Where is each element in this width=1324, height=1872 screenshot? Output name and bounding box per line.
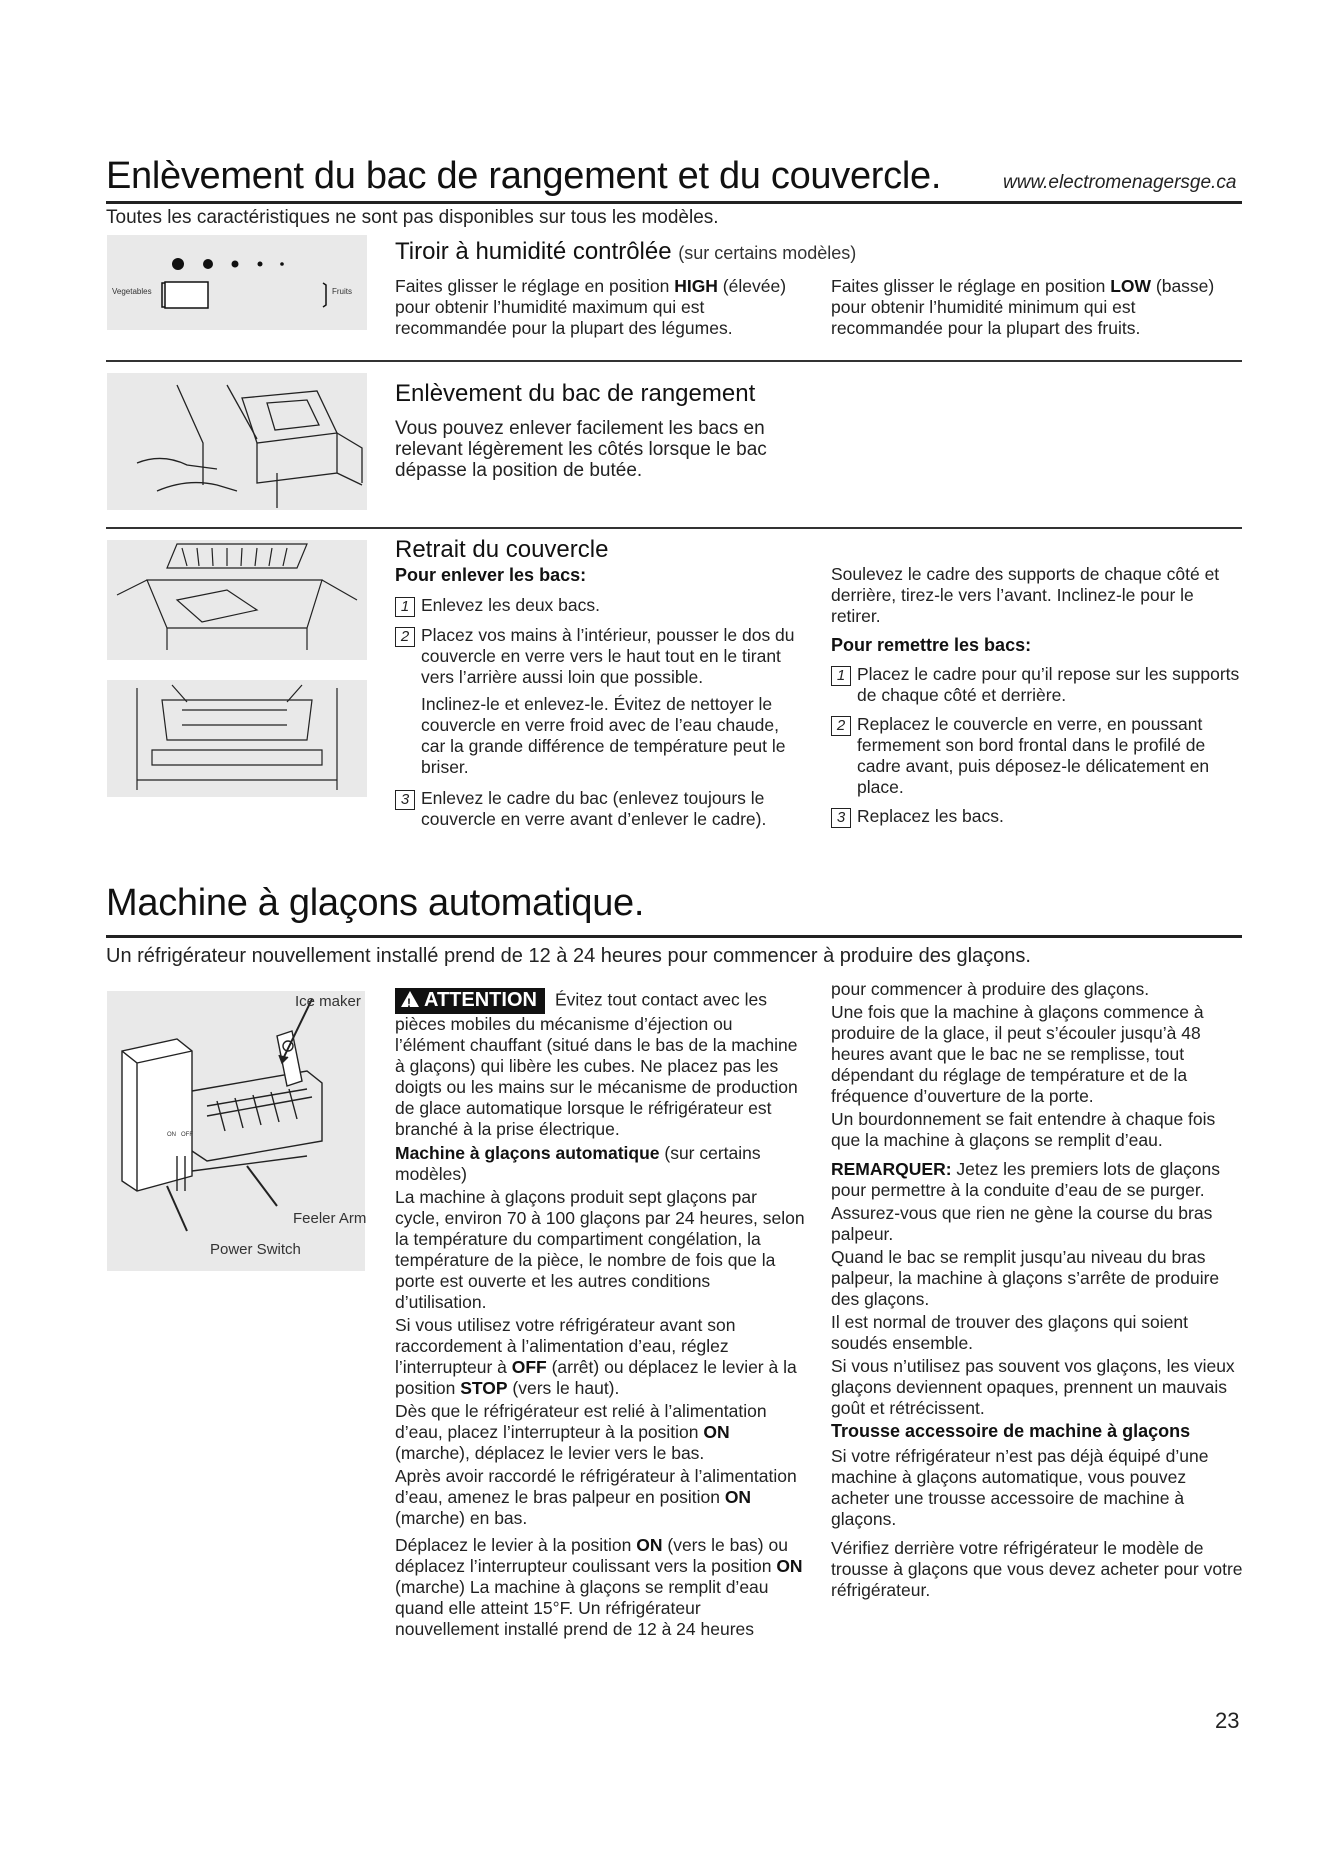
replace-step-1 bbox=[831, 664, 1241, 706]
humidity-low-text bbox=[831, 276, 1241, 339]
text-span: Si vous utilisez votre réfrigérateur avant son raccordement à l’alimentation d’eau, réglez l’interrupteur à bbox=[395, 1315, 736, 1377]
icemaker-subtitle: Un réfrigérateur nouvellement installé prend de 12 à 24 heures pour commencer à produire des glaçons. bbox=[106, 945, 1031, 967]
on-setting: ON bbox=[724, 1487, 752, 1507]
cover-removal-title: Retrait du couvercle bbox=[395, 536, 609, 563]
stop-setting: STOP bbox=[460, 1378, 508, 1398]
kit-text: Si votre réfrigérateur n’est pas déjà équipé d’une machine à glaçons automatique, vous pouvez acheter une trousse accessoire de machine à glaçons. bbox=[831, 1446, 1209, 1529]
section-divider bbox=[106, 360, 1242, 362]
title-rule bbox=[106, 201, 1242, 204]
before-water-text bbox=[395, 1315, 805, 1399]
section-divider bbox=[106, 527, 1242, 529]
attention-text: Évitez tout contact avec les pièces mobiles du mécanisme d’éjection ou l’élément chauffant (situé dans le bas de la machine à glaçons) qui libère les cubes. Ne placez pas les doigts ou les mains sur le mécanisme de production de glace automatique lorsque le réfrigérateur est branché à la prise électrique. bbox=[395, 989, 798, 1139]
text-span: (marche) La machine à glaçons se remplit d’eau quand elle atteint 15°F. Un réfrigérateur nouvellement installé prend de 12 à 24 heures bbox=[395, 1577, 769, 1639]
step-number: 1 bbox=[395, 597, 415, 617]
remove-bins-heading: Pour enlever les bacs: bbox=[395, 565, 587, 585]
bin-removal-title: Enlèvement du bac de rangement bbox=[395, 380, 756, 407]
humidity-slider-illustration bbox=[107, 235, 367, 330]
remove-step-1 bbox=[395, 595, 805, 617]
step-text: Replacez les bacs. bbox=[857, 806, 1004, 826]
bin-removal-text: Vous pouvez enlever facilement les bacs en relevant légèrement les côtés lorsque le bac dépasse la position de butée. bbox=[395, 418, 767, 481]
off-label: OFF bbox=[181, 1132, 193, 1138]
cover-tilt-figure bbox=[107, 540, 367, 660]
fill-time-text: Une fois que la machine à glaçons commence à produire de la glace, il peut s’écouler jusqu’à 48 heures avant que le bac ne se remplisse, tout dépendant du réglage de température et de la fréquence d’ouverture de la porte. bbox=[831, 1002, 1204, 1106]
remark-label: REMARQUER: bbox=[831, 1159, 952, 1179]
text-span: Déplacez le levier à la position bbox=[395, 1535, 637, 1555]
replace-step-2 bbox=[831, 714, 1241, 798]
feeler-arm-text bbox=[395, 1466, 805, 1529]
text-span: Faites glisser le réglage en position bbox=[831, 276, 1111, 296]
text-span: (marche), déplacez le levier vers le bas. bbox=[395, 1443, 705, 1463]
page-number: 23 bbox=[1215, 1708, 1240, 1733]
website-url: www.electromenagersge.ca bbox=[1003, 172, 1237, 193]
old-cubes-text: Si vous n’utilisez pas souvent vos glaçons, les vieux glaçons deviennent opaques, prennent un mauvais goût et rétrécissent. bbox=[831, 1356, 1235, 1418]
bin-removal-illustration bbox=[107, 373, 367, 510]
on-setting: ON bbox=[703, 1422, 730, 1442]
vegetables-label: Vegetables bbox=[112, 287, 152, 296]
lever-text bbox=[395, 1535, 805, 1640]
remove-step-2 bbox=[395, 625, 805, 780]
text-span: (élevée) pour obtenir l’humidité maximum qui est recommandée pour la plupart des légumes. bbox=[395, 276, 787, 338]
kit-heading: Trousse accessoire de machine à glaçons bbox=[831, 1421, 1191, 1441]
bin-full-text: Quand le bac se remplit jusqu’au niveau du bras palpeur, la machine à glaçons s’arrête de produire des glaçons. bbox=[831, 1247, 1220, 1309]
title-rule bbox=[106, 935, 1242, 938]
on-label: ON bbox=[167, 1132, 176, 1138]
buzz-text: Un bourdonnement se fait entendre à chaque fois que la machine à glaçons se remplit d’eau. bbox=[831, 1109, 1216, 1150]
bin-removal-figure bbox=[107, 373, 367, 510]
humidity-high-text bbox=[395, 276, 815, 339]
text-span: (basse) pour obtenir l’humidité minimum qui est recommandée pour la plupart des fruits. bbox=[831, 276, 1215, 338]
remove-step-3 bbox=[395, 788, 805, 830]
on-setting: ON bbox=[636, 1535, 663, 1555]
step-number: 3 bbox=[395, 790, 415, 810]
step-body bbox=[421, 625, 805, 780]
kit-model-text: Vérifiez derrière votre réfrigérateur le modèle de trousse à glaçons que vous devez acheter pour votre réfrigérateur. bbox=[831, 1538, 1243, 1600]
attention-label: ATTENTION bbox=[424, 989, 537, 1011]
cover-tilt-illustration bbox=[107, 540, 367, 660]
icemaker-title: Machine à glaçons automatique. bbox=[106, 882, 645, 924]
frame-lift-text: Soulevez le cadre des supports de chaque côté et derrière, tirez-le vers l’avant. Inclinez-le pour le retirer. bbox=[831, 564, 1220, 626]
production-text: La machine à glaçons produit sept glaçons par cycle, environ 70 à 100 glaçons par 24 heures, selon la température du compartiment congélation, la température de la pièce, le nombre de fois que la porte est ouverte et les autres conditions d’utilisation. bbox=[395, 1187, 805, 1312]
high-setting: HIGH bbox=[674, 276, 718, 296]
availability-note: Toutes les caractéristiques ne sont pas disponibles sur tous les modèles. bbox=[106, 207, 719, 228]
low-setting: LOW bbox=[1110, 276, 1152, 296]
water-connected-text bbox=[395, 1401, 805, 1464]
step-number: 3 bbox=[831, 808, 851, 828]
humidity-title-text: Tiroir à humidité contrôlée bbox=[395, 238, 672, 265]
warning-icon bbox=[401, 991, 419, 1007]
text-span: Après avoir raccordé le réfrigérateur à l’alimentation d’eau, amenez le bras palpeur en position bbox=[395, 1466, 797, 1507]
power-switch-label: Power Switch bbox=[210, 1241, 301, 1258]
text-span: (vers le bas) ou déplacez l’interrupteur coulissant vers la position bbox=[395, 1535, 788, 1576]
step-text: Placez vos mains à l’intérieur, pousser le dos du couvercle en verre vers le haut tout en le tirant vers l’arrière aussi loin que possible. bbox=[421, 625, 795, 687]
replace-column bbox=[831, 564, 1241, 828]
humidity-slider-figure bbox=[107, 235, 367, 330]
text-span: (marche) en bas. bbox=[395, 1508, 528, 1528]
attention-paragraph bbox=[395, 988, 805, 1140]
text-span: Jetez les premiers lots de glaçons pour permettre à la conduite d’eau de se purger. bbox=[831, 1159, 1221, 1200]
fruits-label: Fruits bbox=[332, 287, 352, 296]
step-text: Placez le cadre pour qu’il repose sur les supports de chaque côté et derrière. bbox=[857, 664, 1240, 705]
cover-frame-figure bbox=[107, 680, 367, 797]
remove-steps bbox=[395, 590, 805, 830]
step-number: 1 bbox=[831, 666, 851, 686]
replace-bins-heading: Pour remettre les bacs: bbox=[831, 635, 1032, 655]
feeler-clear-text: Assurez-vous que rien ne gène la course du bras palpeur. bbox=[831, 1203, 1213, 1244]
fused-cubes-text: Il est normal de trouver des glaçons qui soient soudés ensemble. bbox=[831, 1312, 1188, 1353]
feeler-arm-label: Feeler Arm bbox=[293, 1210, 367, 1227]
step-text: Enlevez le cadre du bac (enlevez toujours le couvercle en verre avant d’enlever le cadre). bbox=[421, 788, 767, 829]
text-span: (vers le haut). bbox=[507, 1378, 620, 1398]
step-text: Enlevez les deux bacs. bbox=[421, 595, 600, 615]
continuation-text: pour commencer à produire des glaçons. bbox=[831, 979, 1150, 999]
auto-heading bbox=[395, 1143, 805, 1185]
text-span: (arrêt) ou déplacez le levier à la position bbox=[395, 1357, 797, 1398]
icemaker-middle-column bbox=[395, 988, 805, 1642]
auto-heading-note: (sur certains modèles) bbox=[395, 1143, 761, 1184]
humidity-title-note: (sur certains modèles) bbox=[678, 243, 857, 263]
step-caution-text: Inclinez-le et enlevez-le. Évitez de nettoyer le couvercle en verre froid avec de l’eau chaude, car la grande différence de température peut le briser. bbox=[421, 694, 786, 777]
step-text: Replacez le couvercle en verre, en poussant fermement son bord frontal dans le profilé de cadre avant, puis déposez-le délicatement en place. bbox=[857, 714, 1210, 797]
icemaker-figure bbox=[107, 991, 365, 1271]
page-title: Enlèvement du bac de rangement et du couvercle. bbox=[106, 155, 942, 197]
text-span: Faites glisser le réglage en position bbox=[395, 276, 675, 296]
remark-text bbox=[831, 1159, 1243, 1201]
ice-maker-label: Ice maker bbox=[295, 993, 361, 1010]
cover-frame-illustration bbox=[107, 680, 367, 797]
icemaker-right-column bbox=[831, 979, 1243, 1603]
replace-step-3 bbox=[831, 806, 1241, 828]
text-span: Dès que le réfrigérateur est relié à l’alimentation d’eau, placez l’interrupteur à la position bbox=[395, 1401, 767, 1442]
step-number: 2 bbox=[831, 716, 851, 736]
auto-heading-text: Machine à glaçons automatique bbox=[395, 1143, 660, 1163]
step-number: 2 bbox=[395, 627, 415, 647]
humidity-title bbox=[395, 238, 856, 266]
on-setting: ON bbox=[776, 1556, 803, 1576]
icemaker-illustration bbox=[107, 991, 365, 1271]
off-setting: OFF bbox=[511, 1357, 547, 1377]
attention-badge bbox=[395, 988, 545, 1014]
